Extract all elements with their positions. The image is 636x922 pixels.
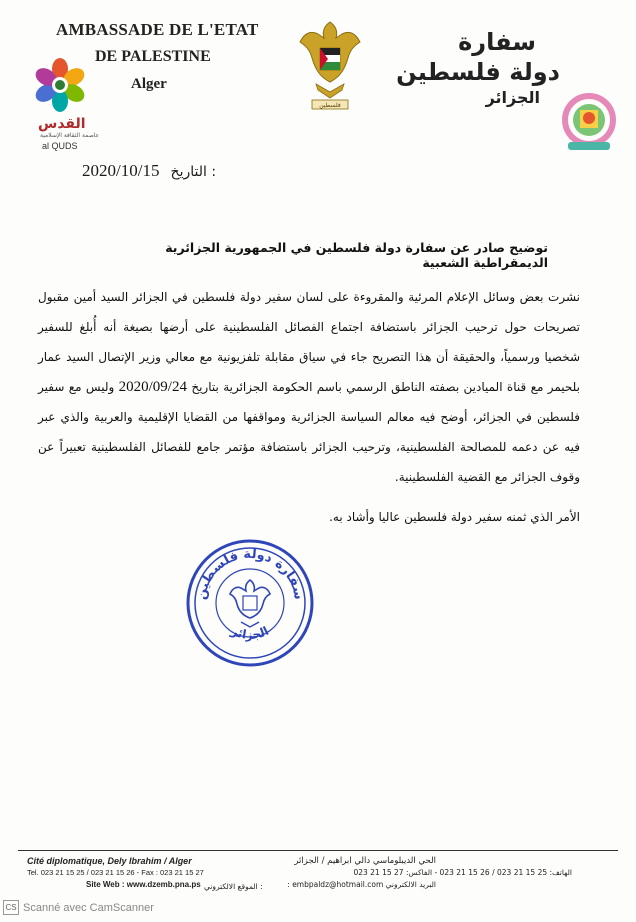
- header-fr-line3: Alger: [131, 76, 167, 92]
- footer-ar-email-label: البريد الالكتروني: [385, 880, 436, 889]
- alquds-en-text: al QUDS: [42, 141, 78, 151]
- header-fr-line2: DE PALESTINE: [95, 48, 211, 65]
- header-ar-line3: الجزائر: [485, 88, 540, 107]
- alquds-ar-text: القدس: [38, 116, 86, 132]
- header-ar-line1: سفارة: [458, 28, 536, 56]
- footer-ar-tel: الهاتف: 25 15 21 023 / 26 15 21 023 - الفاكس: 27 15 21 023: [353, 868, 572, 877]
- body-text-part2: وليس مع سفير فلسطين في الجزائر، أوضح فيه معالم السياسة الجزائرية ومواقفها من القضايا الإقليمية والعربية والذي عبر فيه عن دعمه للمصالحة الفلسطينية، وترحيب الجزائر باستضافة مؤتمر جامع للفصائل الفلسطينية تعبيراً عن وقوف الجزائر مع القضية الفلسطينية.: [38, 380, 580, 484]
- footer-fr-site: Site Web : www.dzemb.pna.ps: [86, 880, 201, 889]
- document-title: توضيح صادر عن سفارة دولة فلسطين في الجمهورية الجزائرية الديمقراطية الشعبية: [165, 240, 548, 270]
- camscanner-icon: CS: [3, 900, 19, 915]
- date-row: [82, 161, 216, 181]
- footer-ar-email: [287, 880, 436, 889]
- header-fr-line1: AMBASSADE DE L'ETAT: [56, 20, 259, 39]
- stamp-bottom-text: الجزائر: [229, 623, 271, 642]
- body-date: 2020/09/24: [118, 379, 187, 395]
- alquds-flower-icon: [30, 55, 90, 115]
- date-value: 2020/10/15: [82, 161, 160, 180]
- footer-fr-address: Cité diplomatique, Dely Ibrahim / Alger: [27, 856, 192, 866]
- eagle-caption: فلسطين: [319, 102, 341, 109]
- date-label: التاريخ :: [170, 164, 217, 180]
- body-paragraph: [38, 282, 580, 492]
- scanner-badge: [3, 900, 154, 915]
- palestine-eagle-emblem-icon: [298, 16, 362, 114]
- stamp-top-text: سفارة دولة فلسطين: [193, 546, 307, 601]
- body-text-part1: نشرت بعض وسائل الإعلام المرئية والمقروءة على لسان سفير دولة فلسطين في الجزائر السيد أمين مقبول تصريحات حول ترحيب الجزائر باستضافة اجتماع الفصائل الفلسطينية على أرضها بصيغة أنه أُبلغ للسفير شخصيا ورسمياً، والحقيقة أن هذا التصريح جاء في سياق مقابلة تلفزيونية مع معالي وزير الإتصال السيد عمار بلحيمر مع قناة الميادين بصفته الناطق الرسمي باسم الحكومة الجزائرية بتاريخ: [38, 290, 580, 394]
- header-ar-line2: دولة فلسطين: [396, 58, 560, 86]
- footer-fr-site-ar: : الموقع الالكتروني: [204, 882, 263, 891]
- al-quds-colorful-logo-icon: [558, 90, 620, 156]
- alquds-subtitle: عاصمة الثقافة الإسلامية: [40, 132, 100, 139]
- closing-sentence: الأمر الذي ثمنه سفير دولة فلسطين عاليا وأشاد به.: [329, 510, 580, 524]
- footer-fr-tel: Tel. 023 21 15 25 / 023 21 15 26 - Fax : 023 21 15 27: [27, 868, 204, 877]
- footer-ar-email-value: embpaldz@hotmail.com :: [287, 880, 384, 889]
- scanner-text: Scanné avec CamScanner: [23, 901, 154, 914]
- footer-divider: [18, 850, 618, 851]
- footer-ar-address: الحي الديبلوماسي دالي ابراهيم / الجزائر: [294, 856, 436, 866]
- embassy-stamp-icon: [183, 536, 317, 670]
